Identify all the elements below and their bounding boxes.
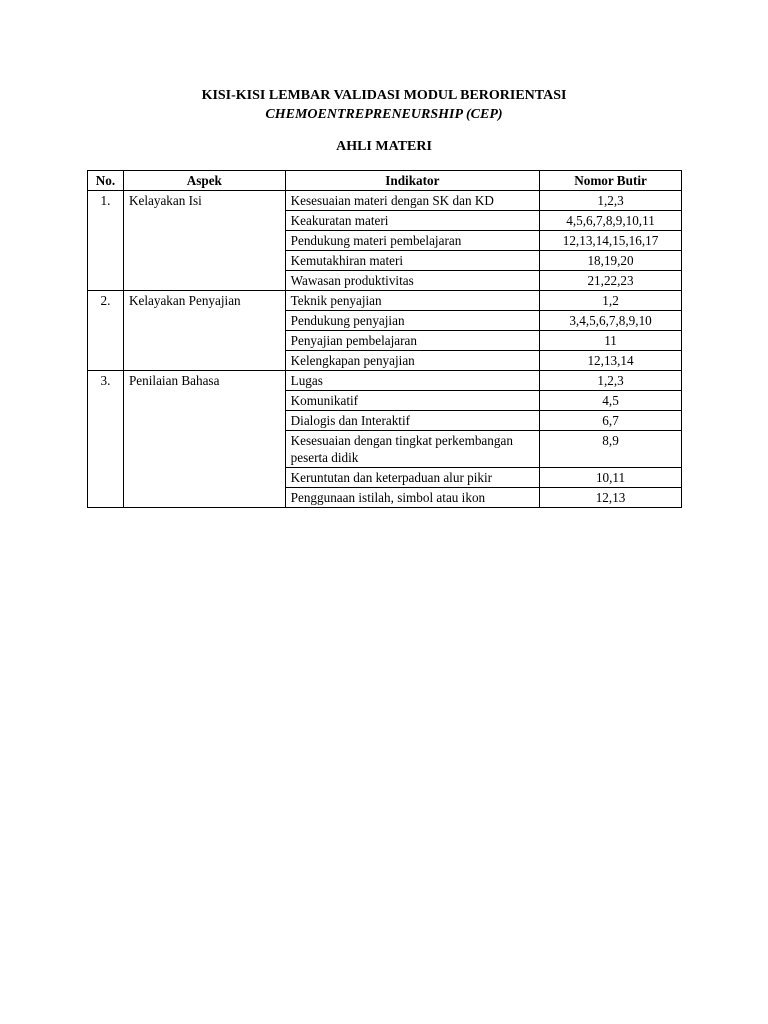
table-row [88,291,682,311]
indikator-cell: Teknik penyajian [285,291,539,311]
nomor-butir-cell: 12,13 [540,488,682,508]
indikator-cell: Kelengkapan penyajian [285,351,539,371]
aspek-cell: Penilaian Bahasa [123,371,285,508]
nomor-butir-cell: 11 [540,331,682,351]
indikator-cell: Dialogis dan Interaktif [285,411,539,431]
table-body [88,191,682,508]
indikator-cell: Komunikatif [285,391,539,411]
indikator-cell: Penggunaan istilah, simbol atau ikon [285,488,539,508]
indikator-cell: Kesesuaian dengan tingkat perkembangan peserta didik [285,431,539,468]
document-title: KISI-KISI LEMBAR VALIDASI MODUL BERORIENTASI [201,88,567,103]
header-nomor-butir: Nomor Butir [540,171,682,191]
row-number: 3. [88,371,124,508]
document-title-italic: CHEMOENTREPRENEURSHIP (CEP) [265,107,503,122]
nomor-butir-cell: 4,5,6,7,8,9,10,11 [540,211,682,231]
aspek-cell: Kelayakan Penyajian [123,291,285,371]
indikator-cell: Pendukung materi pembelajaran [285,231,539,251]
table-row [88,371,682,391]
nomor-butir-cell: 8,9 [540,431,682,468]
indikator-cell: Keruntutan dan keterpaduan alur pikir [285,468,539,488]
row-number: 2. [88,291,124,371]
nomor-butir-cell: 4,5 [540,391,682,411]
nomor-butir-cell: 1,2,3 [540,191,682,211]
nomor-butir-cell: 18,19,20 [540,251,682,271]
nomor-butir-cell: 12,13,14,15,16,17 [540,231,682,251]
header-no: No. [88,171,124,191]
indikator-cell: Lugas [285,371,539,391]
nomor-butir-cell: 10,11 [540,468,682,488]
aspek-cell: Kelayakan Isi [123,191,285,291]
kisi-kisi-table [87,170,682,508]
table-row [88,191,682,211]
indikator-cell: Pendukung penyajian [285,311,539,331]
nomor-butir-cell: 21,22,23 [540,271,682,291]
document-subtitle: AHLI MATERI [336,139,432,154]
row-number: 1. [88,191,124,291]
nomor-butir-cell: 12,13,14 [540,351,682,371]
table-header-row [88,171,682,191]
indikator-cell: Kemutakhiran materi [285,251,539,271]
nomor-butir-cell: 3,4,5,6,7,8,9,10 [540,311,682,331]
indikator-cell: Kesesuaian materi dengan SK dan KD [285,191,539,211]
nomor-butir-cell: 1,2,3 [540,371,682,391]
indikator-cell: Wawasan produktivitas [285,271,539,291]
nomor-butir-cell: 6,7 [540,411,682,431]
indikator-cell: Penyajian pembelajaran [285,331,539,351]
header-aspek: Aspek [123,171,285,191]
nomor-butir-cell: 1,2 [540,291,682,311]
indikator-cell: Keakuratan materi [285,211,539,231]
header-indikator: Indikator [285,171,539,191]
